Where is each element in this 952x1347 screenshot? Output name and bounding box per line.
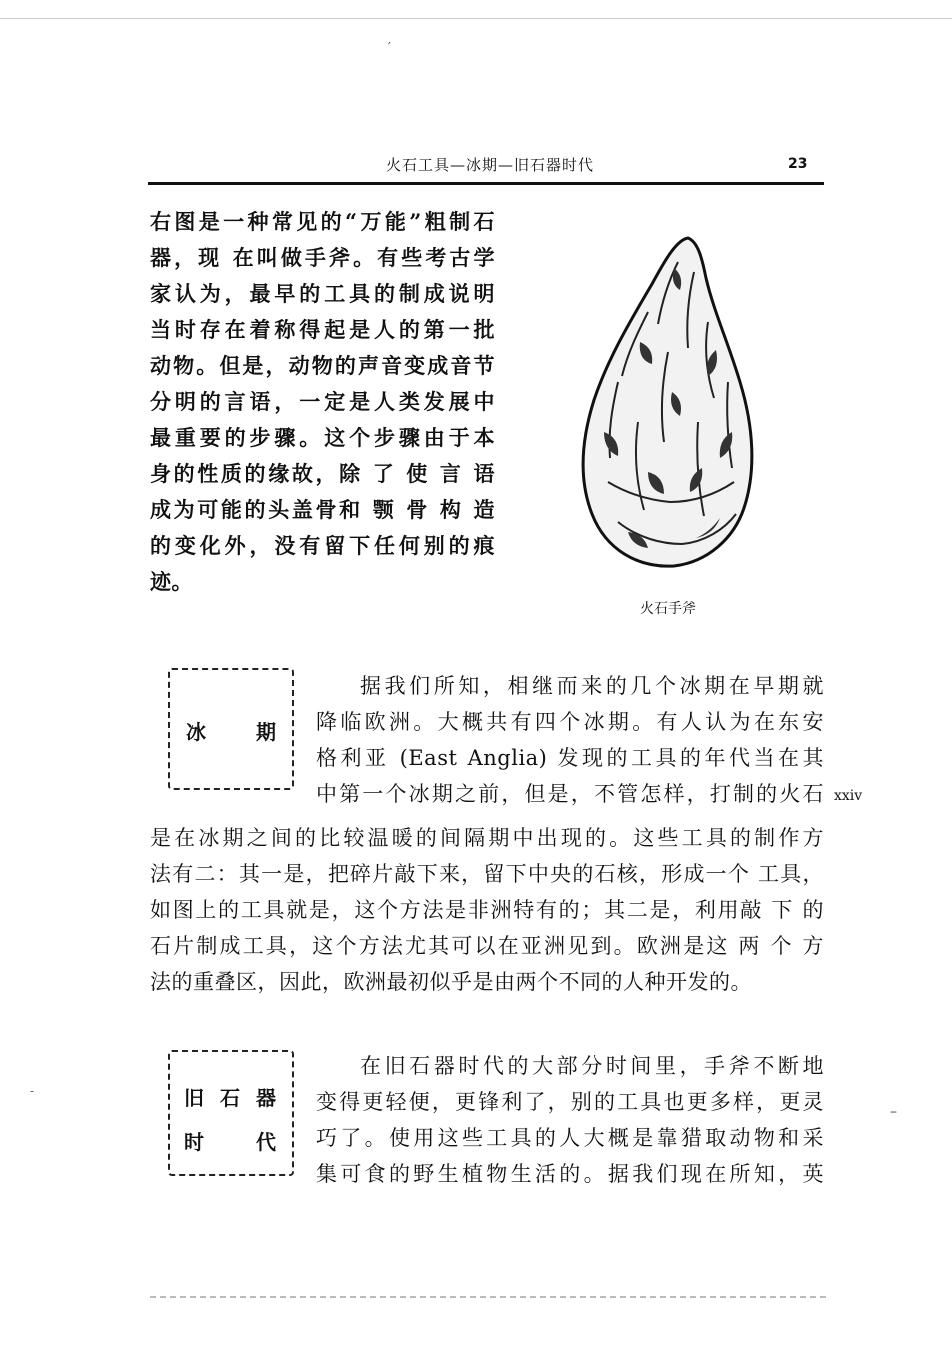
header-rule [148,182,824,185]
hand-axe-illustration [578,232,758,572]
paleolithic-sidebar-box [168,1050,294,1176]
text-line: 迹。 [150,569,193,594]
stray-mark: ′ [388,40,391,54]
text-line: 的变化外，没有留下任何别的痕 [150,533,495,558]
text-line: 变得更轻便，更锋利了，别的工具也更多样，更灵 [316,1090,824,1114]
text-line: 法有二：其一是，把碎片敲下来，留下中央的石核，形成一个 工具， [150,862,824,886]
box-label: 旧 [184,1086,204,1110]
stray-mark: – [890,1104,897,1120]
figure-caption: 火石手斧 [640,601,696,617]
text-line: 身的性质的缘故，除 了 使 言 语 [150,461,495,486]
text-line: 法的重叠区，因此，欧洲最初似乎是由两个不同的人种开发的。 [150,970,752,994]
box-label: 期 [256,720,276,744]
text-line: 成为可能的头盖骨和 颚 骨 构 造 [150,497,495,522]
running-title: 火石工具—冰期—旧石器时代 [385,156,594,174]
box-label: 时 [184,1130,204,1154]
text-line: 在旧石器时代的大部分时间里，手斧不断地 [360,1054,824,1078]
text-line: 分明的言语，一定是人类发展中 [150,389,495,414]
text-line: 石片制成工具，这个方法尤其可以在亚洲见到。欧洲是这 两 个 方 [150,934,824,958]
text-line: 中第一个冰期之前，但是，不管怎样，打制的火石 [316,782,824,806]
box-label: 石 [220,1086,240,1110]
ice-age-paragraph-continued [150,820,824,1000]
ice-age-paragraph [316,668,824,812]
stray-mark: - [30,1084,35,1098]
text-line: 降临欧洲。大概共有四个冰期。有人认为在东安 [316,710,824,734]
text-line: 格利亚 (East Anglia) 发现的工具的年代当在其 [316,746,824,770]
text-line: 当时存在着称得起是人的第一批 [150,317,495,342]
bottom-scan-artifact [150,1296,826,1300]
top-rule [0,18,952,19]
margin-note: xxiv [834,788,863,804]
text-line: 器，现 在叫做手斧。有些考古学 [150,245,495,270]
text-line: 集可食的野生植物生活的。据我们现在所知，英 [316,1162,824,1186]
intro-paragraph [150,204,495,600]
box-label: 代 [256,1130,276,1154]
page-number: 23 [788,156,808,172]
text-line: 是在冰期之间的比较温暖的间隔期中出现的。这些工具的制作方 [150,826,824,850]
box-label: 冰 [186,720,206,744]
text-line: 据我们所知，相继而来的几个冰期在早期就 [360,674,824,698]
box-label: 器 [256,1086,276,1110]
text-line: 动物。但是，动物的声音变成音节 [150,353,495,378]
paleolithic-paragraph [316,1048,824,1192]
ice-age-sidebar-box [168,668,294,790]
text-line: 最重要的步骤。这个步骤由于本 [150,425,495,450]
text-line: 家认为，最早的工具的制成说明 [150,281,495,306]
text-line: 右图是一种常见的“万能”粗制石 [150,209,495,234]
text-line: 如图上的工具就是，这个方法是非洲特有的；其二是，利用敲 下 的 [150,898,824,922]
text-line: 巧了。使用这些工具的人大概是靠猎取动物和采 [316,1126,824,1150]
